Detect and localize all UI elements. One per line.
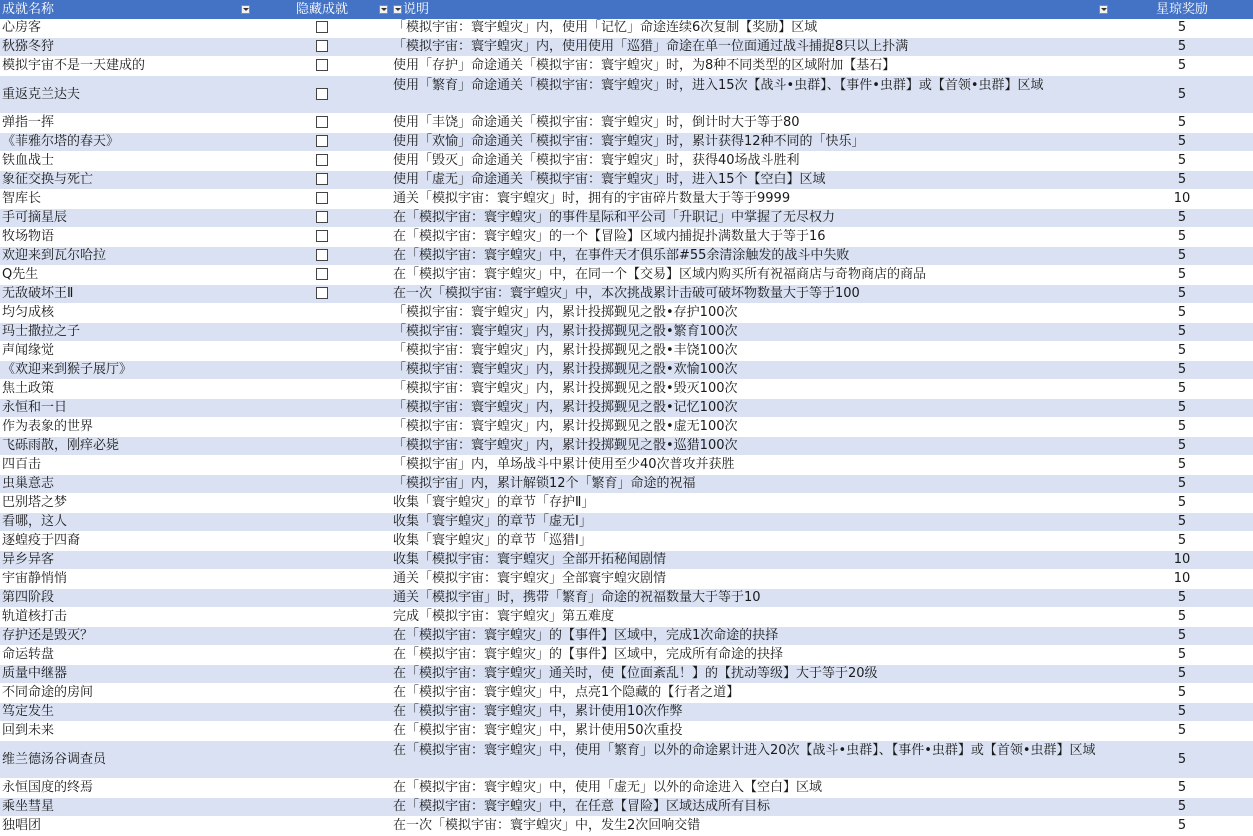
achievement-name-cell[interactable]: 铁血战士 [2, 153, 55, 168]
hidden-cell[interactable] [253, 779, 391, 797]
hidden-cell[interactable] [253, 532, 391, 550]
hidden-checkbox[interactable] [316, 268, 328, 280]
hidden-cell[interactable] [253, 722, 391, 740]
reward-cell[interactable]: 5 [1177, 343, 1187, 358]
achievement-name-cell[interactable]: 《菲雅尔塔的春天》 [2, 134, 120, 149]
description-cell[interactable]: 使用「丰饶」命途通关「模拟宇宙：寰宇蝗灾」时，倒计时大于等于80 [393, 115, 800, 130]
table-row [0, 76, 1253, 114]
achievement-name-cell[interactable]: 玛士撒拉之子 [2, 324, 81, 339]
reward-cell[interactable]: 5 [1177, 495, 1187, 510]
description-cell[interactable]: 「模拟宇宙：寰宇蝗灾」内，累计投掷觐见之骰•毁灭100次 [393, 381, 738, 396]
table-row [0, 494, 1253, 513]
table-row [0, 513, 1253, 532]
hidden-cell[interactable] [253, 38, 391, 56]
table-row [0, 570, 1253, 589]
hidden-cell[interactable] [253, 57, 391, 75]
description-cell[interactable]: 「模拟宇宙：寰宇蝗灾」内，累计投掷觐见之骰•记忆100次 [393, 400, 738, 415]
reward-cell[interactable]: 10 [1173, 552, 1191, 567]
table-row [0, 684, 1253, 703]
header-achievement-name-label: 成就名称 [2, 2, 55, 17]
hidden-cell[interactable] [253, 228, 391, 246]
reward-cell[interactable]: 5 [1177, 609, 1187, 624]
hidden-checkbox[interactable] [316, 135, 328, 147]
reward-cell[interactable]: 10 [1173, 191, 1191, 206]
table-row [0, 456, 1253, 475]
table-row [0, 114, 1253, 133]
table-row [0, 19, 1253, 38]
hidden-checkbox[interactable] [316, 192, 328, 204]
reward-cell[interactable]: 5 [1177, 628, 1187, 643]
reward-cell[interactable]: 5 [1177, 153, 1187, 168]
hidden-cell[interactable] [253, 665, 391, 683]
description-cell[interactable]: 在「模拟宇宙：寰宇蝗灾」中，在任意【冒险】区域达成所有目标 [393, 799, 771, 814]
description-cell[interactable]: 「模拟宇宙：寰宇蝗灾」内，使用「记忆」命途连续6次复制【奖励】区域 [393, 20, 818, 35]
table-row [0, 779, 1253, 798]
table-row [0, 133, 1253, 152]
achievement-name-cell[interactable]: Q先生 [2, 267, 39, 282]
achievement-name-cell[interactable]: 永恒和一日 [2, 400, 68, 415]
hidden-checkbox[interactable] [316, 249, 328, 261]
table-row [0, 38, 1253, 57]
description-cell[interactable]: 收集「模拟宇宙：寰宇蝗灾」全部开拓秘闻剧情 [393, 552, 667, 567]
hidden-cell[interactable] [253, 456, 391, 474]
hidden-cell[interactable] [253, 608, 391, 626]
reward-cell[interactable]: 5 [1177, 58, 1187, 73]
reward-cell[interactable]: 5 [1177, 533, 1187, 548]
header-description[interactable] [391, 0, 1111, 19]
description-cell[interactable]: 通关「模拟宇宙：寰宇蝗灾」时，拥有的宇宙碎片数量大于等于9999 [393, 191, 791, 206]
table-row [0, 399, 1253, 418]
description-cell[interactable]: 在「模拟宇宙：寰宇蝗灾」的事件星际和平公司「升职记」中掌握了无尽权力 [393, 210, 836, 225]
reward-cell[interactable]: 5 [1177, 704, 1187, 719]
achievement-name-cell[interactable]: 焦土政策 [2, 381, 55, 396]
table-row [0, 665, 1253, 684]
hidden-cell[interactable] [253, 19, 391, 37]
description-cell[interactable]: 完成「模拟宇宙：寰宇蝗灾」第五难度 [393, 609, 615, 624]
description-cell[interactable]: 「模拟宇宙」内，累计解锁12个「繁育」命途的祝福 [393, 476, 696, 491]
table-row [0, 798, 1253, 817]
description-cell[interactable]: 「模拟宇宙」内，单场战斗中累计使用至少40次普攻并获胜 [393, 457, 735, 472]
reward-cell[interactable]: 5 [1177, 799, 1187, 814]
hidden-cell[interactable] [253, 190, 391, 208]
description-cell[interactable]: 在「模拟宇宙：寰宇蝗灾」中，使用「繁育」以外的命途累计进入20次【战斗•虫群】、【事件•虫群】或【首领•虫群】区域 [393, 743, 1096, 758]
reward-cell[interactable]: 5 [1177, 666, 1187, 681]
achievement-name-cell[interactable]: 象征交换与死亡 [2, 172, 94, 187]
header-hidden[interactable] [253, 0, 391, 19]
description-cell[interactable]: 收集「寰宇蝗灾」的章节「巡猎Ⅰ」 [393, 533, 592, 548]
reward-cell[interactable]: 5 [1177, 438, 1187, 453]
header-row [0, 0, 1253, 19]
filter-dropdown-icon[interactable] [241, 5, 250, 14]
hidden-cell[interactable] [253, 342, 391, 360]
hidden-cell[interactable] [253, 627, 391, 645]
reward-cell[interactable]: 5 [1177, 514, 1187, 529]
achievement-name-cell[interactable]: 永恒国度的终焉 [2, 780, 94, 795]
achievement-name-cell[interactable]: 四百击 [2, 457, 42, 472]
reward-cell[interactable]: 5 [1177, 457, 1187, 472]
description-cell[interactable]: 「模拟宇宙：寰宇蝗灾」内，累计投掷觐见之骰•存护100次 [393, 305, 738, 320]
reward-cell[interactable]: 10 [1173, 571, 1191, 586]
hidden-cell[interactable] [253, 323, 391, 341]
table-row [0, 722, 1253, 741]
hidden-cell[interactable] [253, 114, 391, 132]
description-cell[interactable]: 「模拟宇宙：寰宇蝗灾」内，累计投掷觐见之骰•巡猎100次 [393, 438, 738, 453]
description-cell[interactable]: 在「模拟宇宙：寰宇蝗灾」中，在事件天才俱乐部#55余清涂触发的战斗中失败 [393, 248, 850, 263]
reward-cell[interactable]: 5 [1177, 87, 1187, 102]
hidden-cell[interactable] [253, 817, 391, 835]
hidden-checkbox[interactable] [316, 287, 328, 299]
reward-cell[interactable]: 5 [1177, 20, 1187, 35]
achievement-name-cell[interactable]: 重返克兰达夫 [2, 87, 81, 102]
hidden-cell[interactable] [253, 646, 391, 664]
hidden-cell[interactable] [253, 589, 391, 607]
reward-cell[interactable]: 5 [1177, 590, 1187, 605]
achievement-name-cell[interactable]: 均匀成核 [2, 305, 55, 320]
table-row [0, 380, 1253, 399]
achievement-name-cell[interactable]: 作为表象的世界 [2, 419, 94, 434]
hidden-checkbox[interactable] [316, 173, 328, 185]
description-cell[interactable]: 「模拟宇宙：寰宇蝗灾」内，累计投掷觐见之骰•欢愉100次 [393, 362, 738, 377]
description-cell[interactable]: 在「模拟宇宙：寰宇蝗灾」中，在同一个【交易】区域内购买所有祝福商店与奇物商店的商品 [393, 267, 927, 282]
table-row [0, 228, 1253, 247]
table-row [0, 152, 1253, 171]
achievement-name-cell[interactable]: 笃定发生 [2, 704, 55, 719]
achievement-name-cell[interactable]: 异乡异客 [2, 552, 55, 567]
table-row [0, 817, 1253, 836]
description-cell[interactable]: 通关「模拟宇宙」时，携带「繁育」命途的祝福数量大于等于10 [393, 590, 761, 605]
reward-cell[interactable]: 5 [1177, 685, 1187, 700]
table-row [0, 323, 1253, 342]
header-achievement-name[interactable] [0, 0, 253, 19]
achievement-name-cell[interactable]: 牧场物语 [2, 229, 55, 244]
achievement-name-cell[interactable]: 第四阶段 [2, 590, 55, 605]
description-cell[interactable]: 在「模拟宇宙：寰宇蝗灾」中，使用「虚无」以外的命途进入【空白】区域 [393, 780, 823, 795]
achievement-name-cell[interactable]: 《欢迎来到猴子展厅》 [2, 362, 133, 377]
description-cell[interactable]: 在「模拟宇宙：寰宇蝗灾」中，点亮1个隐藏的【行者之道】 [393, 685, 740, 700]
table-row [0, 266, 1253, 285]
hidden-cell[interactable] [253, 494, 391, 512]
achievement-name-cell[interactable]: 独唱团 [2, 818, 42, 833]
achievement-name-cell[interactable]: 模拟宇宙不是一天建成的 [2, 58, 146, 73]
description-cell[interactable]: 通关「模拟宇宙：寰宇蝗灾」全部寰宇蝗灾剧情 [393, 571, 667, 586]
hidden-cell[interactable] [253, 570, 391, 588]
filter-dropdown-icon[interactable] [1099, 5, 1108, 14]
hidden-cell[interactable] [253, 798, 391, 816]
header-hidden-label: 隐藏成就 [295, 2, 348, 17]
achievement-name-cell[interactable]: 欢迎来到瓦尔哈拉 [2, 248, 107, 263]
description-cell[interactable]: 「模拟宇宙：寰宇蝗灾」内，累计投掷觐见之骰•丰饶100次 [393, 343, 738, 358]
table-row [0, 532, 1253, 551]
hidden-checkbox[interactable] [316, 211, 328, 223]
hidden-checkbox[interactable] [316, 154, 328, 166]
hidden-cell[interactable] [253, 76, 391, 113]
hidden-cell[interactable] [253, 152, 391, 170]
achievement-name-cell[interactable]: 无敌破坏王Ⅱ [2, 286, 74, 301]
achievement-name-cell[interactable]: 存护还是毁灭？ [2, 628, 94, 643]
achievement-name-cell[interactable]: 逐蝗疫于四裔 [2, 533, 81, 548]
reward-cell[interactable]: 5 [1177, 381, 1187, 396]
table-row [0, 57, 1253, 76]
description-cell[interactable]: 使用「毁灭」命途通关「模拟宇宙：寰宇蝗灾」时，获得40场战斗胜利 [393, 153, 800, 168]
hidden-cell[interactable] [253, 285, 391, 303]
achievement-name-cell[interactable]: 命运转盘 [2, 647, 55, 662]
table-row [0, 171, 1253, 190]
description-cell[interactable]: 在一次「模拟宇宙：寰宇蝗灾」中，发生2次回响交错 [393, 818, 701, 833]
table-row [0, 475, 1253, 494]
table-row [0, 589, 1253, 608]
hidden-cell[interactable] [253, 209, 391, 227]
description-cell[interactable]: 在「模拟宇宙：寰宇蝗灾」中，累计使用10次作弊 [393, 704, 683, 719]
achievement-name-cell[interactable]: 宇宙静悄悄 [2, 571, 68, 586]
table-row [0, 190, 1253, 209]
hidden-cell[interactable] [253, 475, 391, 493]
reward-cell[interactable]: 5 [1177, 818, 1187, 833]
achievement-name-cell[interactable]: 看哪，这人 [2, 514, 68, 529]
table-row [0, 551, 1253, 570]
description-cell[interactable]: 在「模拟宇宙：寰宇蝗灾」的【事件】区域中，完成1次命途的抉择 [393, 628, 779, 643]
achievement-name-cell[interactable]: 飞砾雨散，刚痒必毙 [2, 438, 120, 453]
table-row [0, 608, 1253, 627]
table-body [0, 19, 1253, 836]
description-cell[interactable]: 使用「存护」命途通关「模拟宇宙：寰宇蝗灾」时，为8种不同类型的区域附加【基石】 [393, 58, 896, 73]
achievement-name-cell[interactable]: 声闻缘觉 [2, 343, 55, 358]
reward-cell[interactable]: 5 [1177, 267, 1187, 282]
table-row [0, 437, 1253, 456]
hidden-cell[interactable] [253, 304, 391, 322]
description-cell[interactable]: 在「模拟宇宙：寰宇蝗灾」中，累计使用50次重投 [393, 723, 683, 738]
table-row [0, 646, 1253, 665]
header-description-label: 说明 [403, 2, 430, 17]
filter-dropdown-icon[interactable] [379, 5, 388, 14]
description-cell[interactable]: 使用「繁育」命途通关「模拟宇宙：寰宇蝗灾」时，进入15次【战斗•虫群】、【事件•虫群】或【首领•虫群】区域 [393, 78, 1044, 93]
hidden-cell[interactable] [253, 684, 391, 702]
achievement-name-cell[interactable]: 心房客 [2, 20, 42, 35]
description-cell[interactable]: 「模拟宇宙：寰宇蝗灾」内，累计投掷觐见之骰•繁育100次 [393, 324, 738, 339]
hidden-checkbox[interactable] [316, 21, 328, 33]
achievement-name-cell[interactable]: 虫巢意志 [2, 476, 55, 491]
hidden-cell[interactable] [253, 703, 391, 721]
hidden-cell[interactable] [253, 247, 391, 265]
hidden-cell[interactable] [253, 418, 391, 436]
description-cell[interactable]: 收集「寰宇蝗灾」的章节「存护Ⅱ」 [393, 495, 595, 510]
description-cell[interactable]: 在「模拟宇宙：寰宇蝗灾」的【事件】区域中，完成所有命途的抉择 [393, 647, 784, 662]
filter-dropdown-icon[interactable] [393, 5, 402, 14]
reward-cell[interactable]: 5 [1177, 419, 1187, 434]
hidden-cell[interactable] [253, 171, 391, 189]
description-cell[interactable]: 在一次「模拟宇宙：寰宇蝗灾」中，本次挑战累计击破可破坏物数量大于等于100 [393, 286, 860, 301]
reward-cell[interactable]: 5 [1177, 172, 1187, 187]
table-row [0, 304, 1253, 323]
achievement-name-cell[interactable]: 回到未来 [2, 723, 55, 738]
table-row [0, 342, 1253, 361]
table-row [0, 361, 1253, 380]
achievement-name-cell[interactable]: 智库长 [2, 191, 42, 206]
description-cell[interactable]: 在「模拟宇宙：寰宇蝗灾」通关时，使【位面紊乱！】的【扰动等级】大于等于20级 [393, 666, 878, 681]
achievement-name-cell[interactable]: 秋猕冬狩 [2, 39, 55, 54]
reward-cell[interactable]: 5 [1177, 324, 1187, 339]
reward-cell[interactable]: 5 [1177, 752, 1187, 767]
hidden-checkbox[interactable] [316, 40, 328, 52]
achievement-name-cell[interactable]: 维兰德汤谷调查员 [2, 752, 107, 767]
table-row [0, 285, 1253, 304]
description-cell[interactable]: 「模拟宇宙：寰宇蝗灾」内，累计投掷觐见之骰•虚无100次 [393, 419, 738, 434]
description-cell[interactable]: 使用「欢愉」命途通关「模拟宇宙：寰宇蝗灾」时，累计获得12种不同的「快乐」 [393, 134, 865, 149]
hidden-cell[interactable] [253, 266, 391, 284]
reward-cell[interactable]: 5 [1177, 780, 1187, 795]
header-reward-label: 星琼奖励 [1155, 2, 1208, 17]
table-row [0, 741, 1253, 779]
achievement-name-cell[interactable]: 手可摘星辰 [2, 210, 68, 225]
hidden-cell[interactable] [253, 741, 391, 778]
reward-cell[interactable]: 5 [1177, 115, 1187, 130]
description-cell[interactable]: 在「模拟宇宙：寰宇蝗灾」的一个【冒险】区域内捕捉扑满数量大于等于16 [393, 229, 826, 244]
achievement-name-cell[interactable]: 弹指一挥 [2, 115, 55, 130]
hidden-cell[interactable] [253, 437, 391, 455]
reward-cell[interactable]: 5 [1177, 229, 1187, 244]
table-row [0, 209, 1253, 228]
achievement-name-cell[interactable]: 不同命途的房间 [2, 685, 94, 700]
achievement-name-cell[interactable]: 乘坐彗星 [2, 799, 55, 814]
reward-cell[interactable]: 5 [1177, 362, 1187, 377]
table-row [0, 247, 1253, 266]
hidden-cell[interactable] [253, 399, 391, 417]
hidden-cell[interactable] [253, 380, 391, 398]
reward-cell[interactable]: 5 [1177, 248, 1187, 263]
reward-cell[interactable]: 5 [1177, 647, 1187, 662]
achievement-name-cell[interactable]: 巴别塔之梦 [2, 495, 68, 510]
table-row [0, 627, 1253, 646]
hidden-checkbox[interactable] [316, 116, 328, 128]
header-reward[interactable] [1111, 0, 1253, 19]
achievement-name-cell[interactable]: 轨道核打击 [2, 609, 68, 624]
table-row [0, 418, 1253, 437]
hidden-checkbox[interactable] [316, 88, 328, 100]
reward-cell[interactable]: 5 [1177, 286, 1187, 301]
hidden-checkbox[interactable] [316, 230, 328, 242]
reward-cell[interactable]: 5 [1177, 723, 1187, 738]
hidden-cell[interactable] [253, 361, 391, 379]
achievement-name-cell[interactable]: 质量中继器 [2, 666, 68, 681]
hidden-checkbox[interactable] [316, 59, 328, 71]
description-cell[interactable]: 「模拟宇宙：寰宇蝗灾」内，使用使用「巡猎」命途在单一位面通过战斗捕捉8只以上扑满 [393, 39, 909, 54]
hidden-cell[interactable] [253, 513, 391, 531]
reward-cell[interactable]: 5 [1177, 210, 1187, 225]
table-row [0, 703, 1253, 722]
reward-cell[interactable]: 5 [1177, 134, 1187, 149]
reward-cell[interactable]: 5 [1177, 476, 1187, 491]
hidden-cell[interactable] [253, 551, 391, 569]
reward-cell[interactable]: 5 [1177, 305, 1187, 320]
reward-cell[interactable]: 5 [1177, 400, 1187, 415]
reward-cell[interactable]: 5 [1177, 39, 1187, 54]
description-cell[interactable]: 收集「寰宇蝗灾」的章节「虚无Ⅰ」 [393, 514, 592, 529]
hidden-cell[interactable] [253, 133, 391, 151]
description-cell[interactable]: 使用「虚无」命途通关「模拟宇宙：寰宇蝗灾」时，进入15个【空白】区域 [393, 172, 826, 187]
